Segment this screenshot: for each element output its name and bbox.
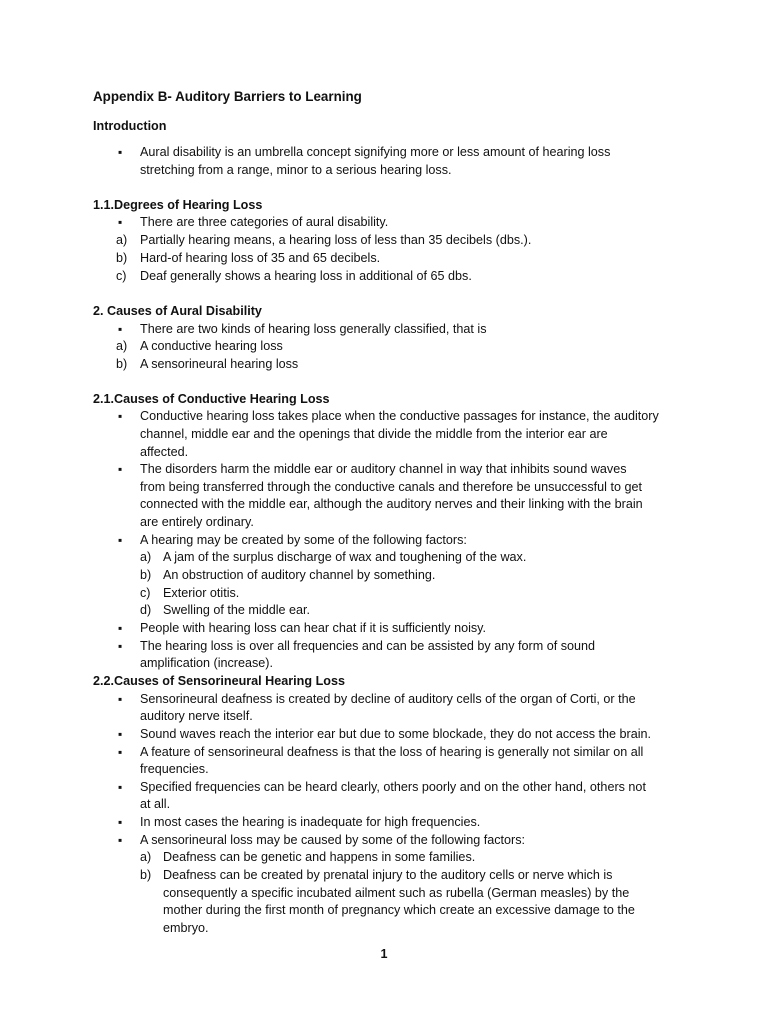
list-item: Deaf generally shows a hearing loss in additional of 65 dbs. [140, 269, 472, 283]
list-marker: b) [116, 251, 128, 265]
bullet-item: ▪ In most cases the hearing is inadequate for high frequencies. [140, 813, 480, 831]
bullet-item: ▪ A feature of sensorineural deafness is that the loss of hearing is generally not similar on all [140, 743, 643, 761]
list-item: Partially hearing means, a hearing loss of less than 35 decibels (dbs.). [140, 233, 532, 247]
bullet-continuation: at all. [140, 797, 171, 811]
list-item-continuation: consequently a specific incubated ailment such as rubella (German measles) by the [163, 886, 630, 900]
section-heading-2: 2. Causes of Aural Disability [93, 304, 262, 318]
list-item: Hard-of hearing loss of 35 and 65 decibels. [140, 251, 381, 265]
list-item: Deafness can be genetic and happens in some families. [163, 850, 476, 864]
bullet-continuation: channel, middle ear and the openings that divide the middle from the interior ear are [140, 427, 608, 441]
bullet-continuation: from being transferred through the conductive canals and therefore be unsuccessful to get [140, 480, 642, 494]
list-marker: b) [140, 568, 152, 582]
bullet-item: ▪ The disorders harm the middle ear or auditory channel in way that inhibits sound waves [140, 460, 627, 478]
section-heading-2-2: 2.2.Causes of Sensorineural Hearing Loss [93, 674, 345, 688]
list-item: A jam of the surplus discharge of wax and toughening of the wax. [163, 550, 527, 564]
list-item: A sensorineural hearing loss [140, 357, 299, 371]
intro-bullet-line: ▪ Aural disability is an umbrella concept signifying more or less amount of hearing loss [140, 143, 610, 161]
bullet-continuation: auditory nerve itself. [140, 709, 253, 723]
list-marker: b) [116, 357, 128, 371]
list-marker: b) [140, 868, 152, 882]
bullet-item: ▪ A hearing may be created by some of the following factors: [140, 531, 467, 549]
list-item-continuation: mother during the first month of pregnancy which create an excessive damage to the [163, 903, 635, 917]
list-marker: a) [140, 850, 152, 864]
list-marker: d) [140, 603, 152, 617]
list-item: A conductive hearing loss [140, 339, 283, 353]
bullet-continuation: affected. [140, 445, 189, 459]
bullet-item: ▪ Conductive hearing loss takes place when the conductive passages for instance, the auditory [140, 407, 659, 425]
bullet-item: ▪ The hearing loss is over all frequencies and can be assisted by any form of sound [140, 637, 595, 655]
list-marker: a) [116, 233, 128, 247]
bullet-item: ▪ A sensorineural loss may be caused by some of the following factors: [140, 831, 525, 849]
bullet-continuation: frequencies. [140, 762, 209, 776]
bullet-item: ▪ Sensorineural deafness is created by decline of auditory cells of the organ of Corti, or the [140, 690, 636, 708]
page-number: 1 [380, 947, 388, 961]
section-heading-2-1: 2.1.Causes of Conductive Hearing Loss [93, 392, 330, 406]
document-title: Appendix B- Auditory Barriers to Learning [93, 89, 362, 104]
list-item: Deafness can be created by prenatal injury to the auditory cells or nerve which is [163, 868, 613, 882]
intro-heading: Introduction [93, 119, 167, 133]
list-item: Exterior otitis. [163, 586, 240, 600]
bullet-continuation: are entirely ordinary. [140, 515, 254, 529]
bullet-item: ▪ Sound waves reach the interior ear but due to some blockade, they do not access the brain. [140, 725, 651, 743]
list-item: An obstruction of auditory channel by something. [163, 568, 436, 582]
bullet-item: ▪ People with hearing loss can hear chat if it is sufficiently noisy. [140, 619, 486, 637]
list-item: Swelling of the middle ear. [163, 603, 311, 617]
list-marker: c) [140, 586, 151, 600]
bullet-item: ▪ There are two kinds of hearing loss generally classified, that is [140, 320, 487, 338]
intro-bullet-line: stretching from a range, minor to a serious hearing loss. [140, 163, 452, 177]
list-item-continuation: embryo. [163, 921, 209, 935]
bullet-item: ▪ Specified frequencies can be heard clearly, others poorly and on the other hand, others not [140, 778, 646, 796]
bullet-item: ▪ There are three categories of aural disability. [140, 213, 388, 231]
list-marker: a) [116, 339, 128, 353]
bullet-continuation: amplification (increase). [140, 656, 273, 670]
list-marker: a) [140, 550, 152, 564]
list-marker: c) [116, 269, 127, 283]
bullet-continuation: connected with the middle ear, although the auditory nerves and their linking with the brain [140, 497, 643, 511]
section-heading-1-1: 1.1.Degrees of Hearing Loss [93, 198, 263, 212]
